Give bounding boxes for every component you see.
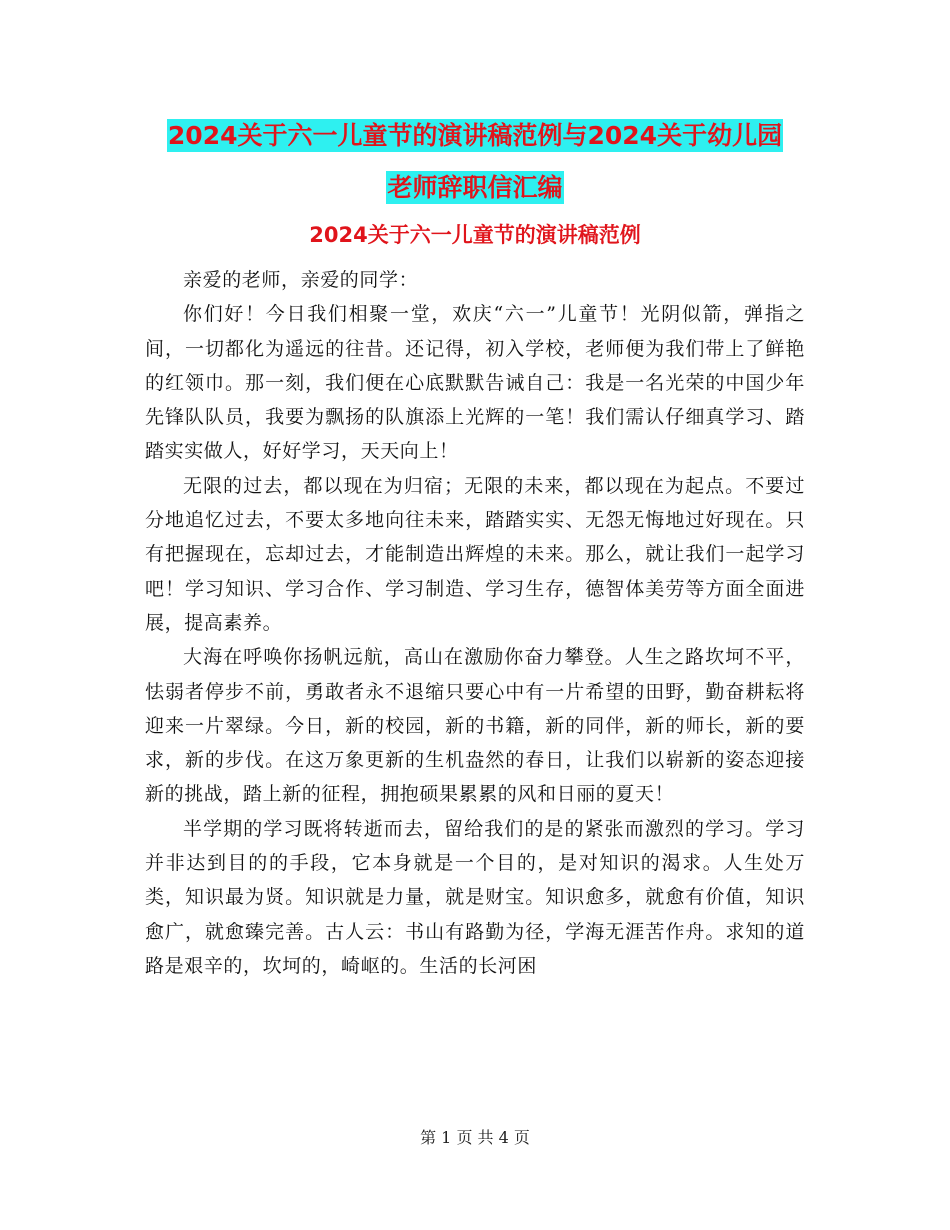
speech-body <box>145 263 805 983</box>
body-paragraph: 大海在呼唤你扬帆远航，高山在激励你奋力攀登。人生之路坎坷不平，怯弱者停步不前，勇敢者永不退缩只要心中有一片希望的田野，勤奋耕耘将迎来一片翠绿。今日，新的校园，新的书籍，新的同伴，新的师长，新的要求，新的步伐。在这万象更新的生机盎然的春日，让我们以崭新的姿态迎接新的挑战，踏上新的征程，拥抱硕果累累的风和日丽的夏天！ <box>145 646 805 806</box>
body-paragraph: 半学期的学习既将转逝而去，留给我们的是的紧张而激烈的学习。学习并非达到目的的手段，它本身就是一个目的，是对知识的渴求。人生处万类，知识最为贤。知识就是力量，就是财宝。知识愈多，就愈有价值，知识愈广，就愈臻完善。古人云：书山有路勤为径，学海无涯苦作舟。求知的道路是艰辛的，坎坷的，崎岖的。生活的长河困 <box>145 817 805 977</box>
body-paragraph: 无限的过去，都以现在为归宿；无限的未来，都以现在为起点。不要过分地追忆过去，不要太多地向往未来，踏踏实实、无怨无悔地过好现在。只有把握现在，忘却过去，才能制造出辉煌的未来。那么，就让我们一起学习吧！学习知识、学习合作、学习制造、学习生存，德智体美劳等方面全面进展，提高素养。 <box>145 474 805 634</box>
document-title-line-1: 2024关于六一儿童节的演讲稿范例与2024关于幼儿园 <box>167 121 783 150</box>
salutation-paragraph: 亲爱的老师，亲爱的同学： <box>183 269 419 291</box>
document-title-line-2: 老师辞职信汇编 <box>387 173 563 202</box>
document-title <box>0 110 950 214</box>
page-footer: 第 1 页 共 4 页 <box>420 1128 530 1147</box>
body-paragraph: 你们好！今日我们相聚一堂，欢庆“六一”儿童节！光阴似箭，弹指之间，一切都化为遥远的往昔。还记得，初入学校，老师便为我们带上了鲜艳的红领巾。那一刻，我们便在心底默默告诫自己：我是一名光荣的中国少年先锋队队员，我要为飘扬的队旗添上光辉的一笔！我们需认仔细真学习、踏踏实实做人，好好学习，天天向上！ <box>145 303 805 463</box>
section-title: 2024关于六一儿童节的演讲稿范例 <box>309 223 641 247</box>
